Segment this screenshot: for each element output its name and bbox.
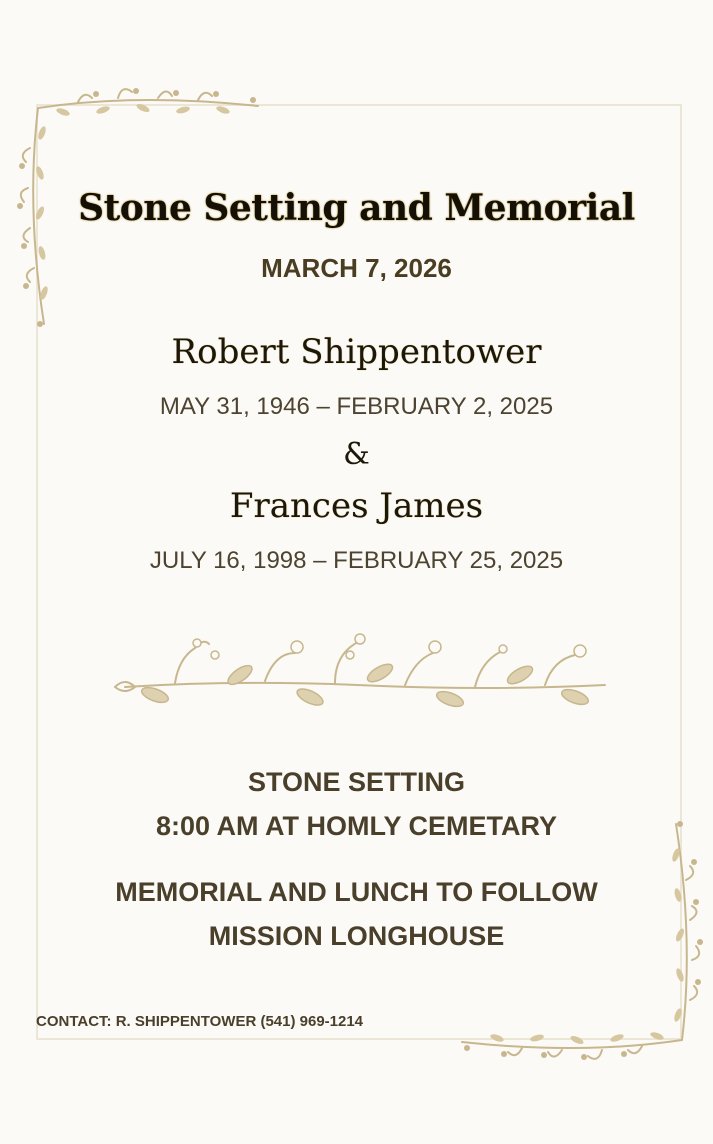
honoree-lifespan: MAY 31, 1946 – FEBRUARY 2, 2025 (159, 393, 554, 420)
event-title: Stone Setting and Memorial (78, 187, 635, 229)
event-date: MARCH 7, 2026 (261, 253, 452, 283)
schedule-line: MEMORIAL AND LUNCH TO FOLLOW (115, 877, 598, 907)
schedule-line: 8:00 AM AT HOMLY CEMETARY (155, 811, 558, 841)
honoree-name: Frances James (229, 486, 484, 526)
schedule-line: MISSION LONGHOUSE (208, 921, 505, 951)
contact-info: CONTACT: R. SHIPPENTOWER (541) 969-1214 (36, 1013, 364, 1030)
schedule-item (0, 870, 713, 958)
schedule-item (0, 760, 713, 848)
honoree-lifespan: JULY 16, 1998 – FEBRUARY 25, 2025 (149, 547, 564, 574)
ampersand: & (343, 437, 370, 472)
floral-divider-icon (105, 625, 610, 720)
schedule-line: STONE SETTING (247, 767, 466, 797)
honoree-name: Robert Shippentower (171, 332, 542, 372)
